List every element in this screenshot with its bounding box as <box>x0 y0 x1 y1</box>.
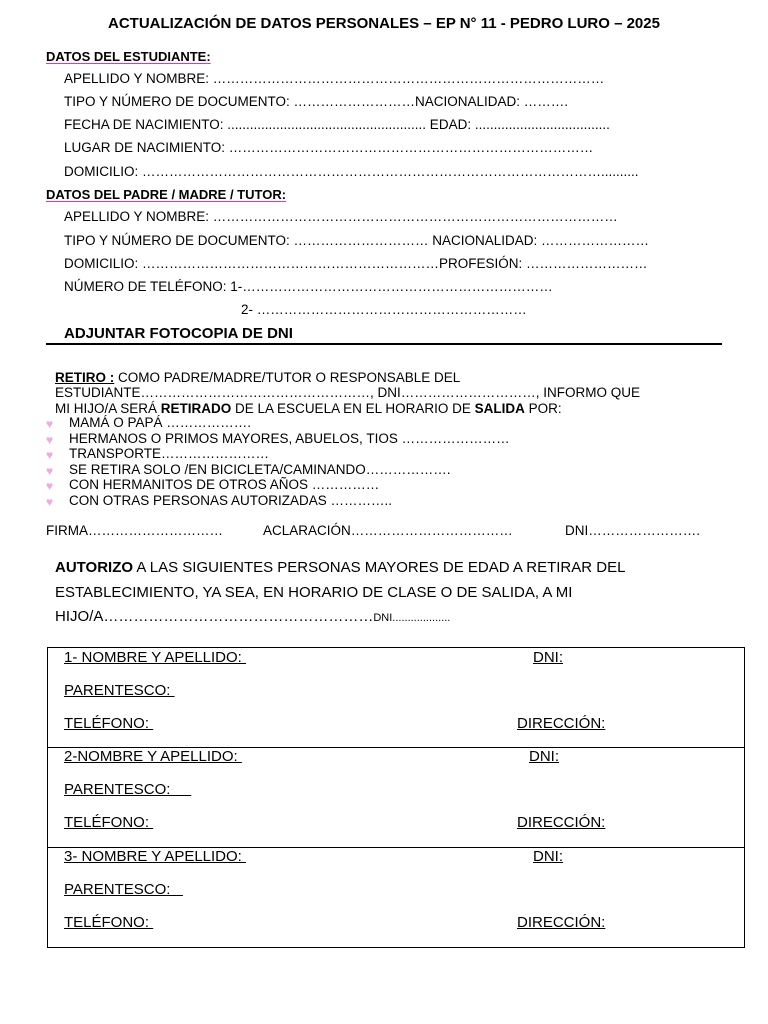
person-phone-field[interactable]: TELÉFONO: <box>64 814 154 831</box>
person-address-field[interactable]: DIRECCIÓN: <box>517 715 606 732</box>
student-section-heading: DATOS DEL ESTUDIANTE: <box>46 49 211 64</box>
autorizo-line-2: ESTABLECIMIENTO, YA SEA, EN HORARIO DE CLASE O DE SALIDA, A MI <box>55 584 573 601</box>
person-dni-field[interactable]: DNI: <box>529 748 559 765</box>
student-address-field[interactable]: DOMICILIO: ………………………………………………………………………………………….......... <box>64 164 639 179</box>
person-address-field[interactable]: DIRECCIÓN: <box>517 914 606 931</box>
parent-phone-1-field[interactable]: NÚMERO DE TELÉFONO: 1-…………………………………………………………… <box>64 279 553 294</box>
heart-bullet-icon: ♥ <box>46 495 54 509</box>
person-name-field[interactable]: 1- NOMBRE Y APELLIDO: <box>64 649 247 666</box>
page-title: ACTUALIZACIÓN DE DATOS PERSONALES – EP N° 11 - PEDRO LURO – 2025 <box>108 15 660 32</box>
person-relationship-field[interactable]: PARENTESCO: <box>64 682 175 699</box>
parent-name-field[interactable]: APELLIDO Y NOMBRE: ……………………………………………………………………………… <box>64 209 618 224</box>
heart-bullet-icon: ♥ <box>46 464 54 478</box>
student-birth-place-field[interactable]: LUGAR DE NACIMIENTO: ……………………………………………………………………… <box>64 140 594 155</box>
heart-bullet-icon: ♥ <box>46 433 54 447</box>
heart-bullet-icon: ♥ <box>46 448 54 462</box>
parent-phone-2-field[interactable]: 2- …………………………………………………… <box>241 302 527 317</box>
person-relationship-field[interactable]: PARENTESCO: <box>64 881 183 898</box>
authorized-person-row <box>48 848 744 947</box>
student-name-field[interactable]: APELLIDO Y NOMBRE: …………………………………………………………………………… <box>64 71 605 86</box>
authorized-person-row <box>48 748 744 848</box>
person-dni-field[interactable]: DNI: <box>533 649 563 666</box>
dni-copy-note: ADJUNTAR FOTOCOPIA DE DNI <box>64 325 293 342</box>
retiro-line-3: MI HIJO/A SERÁ RETIRADO DE LA ESCUELA EN EL HORARIO DE SALIDA POR: <box>55 401 562 416</box>
authorized-persons-table <box>47 647 745 948</box>
parent-section-heading: DATOS DEL PADRE / MADRE / TUTOR: <box>46 187 287 202</box>
person-name-field[interactable]: 2-NOMBRE Y APELLIDO: <box>64 748 242 765</box>
person-address-field[interactable]: DIRECCIÓN: <box>517 814 606 831</box>
autorizo-line-1: AUTORIZO A LAS SIGUIENTES PERSONAS MAYORES DE EDAD A RETIRAR DEL <box>55 559 626 576</box>
person-dni-field[interactable]: DNI: <box>533 848 563 865</box>
person-relationship-field[interactable]: PARENTESCO: <box>64 781 192 798</box>
retiro-line-1: RETIRO : COMO PADRE/MADRE/TUTOR O RESPONSABLE DEL <box>55 370 461 385</box>
authorized-person-row <box>48 648 744 748</box>
signature-field[interactable]: FIRMA………………………… <box>46 523 223 538</box>
parent-address-field[interactable]: DOMICILIO: …………………………………………………………PROFESIÓN: ……………………… <box>64 256 648 271</box>
signature-dni-field[interactable]: DNI……………………. <box>565 523 700 538</box>
heart-bullet-icon: ♥ <box>46 417 54 431</box>
clarification-field[interactable]: ACLARACIÓN……………………………… <box>263 523 513 538</box>
heart-bullet-icon: ♥ <box>46 479 54 493</box>
retiro-option[interactable]: ♥ MAMÁ O PAPÁ ………………. <box>46 415 252 431</box>
retiro-option[interactable]: ♥ HERMANOS O PRIMOS MAYORES, ABUELOS, TIOS …………………… <box>46 431 510 447</box>
student-document-field[interactable]: TIPO Y NÚMERO DE DOCUMENTO: ………………………NACIONALIDAD: ………. <box>64 94 569 109</box>
person-phone-field[interactable]: TELÉFONO: <box>64 914 154 931</box>
retiro-option[interactable]: ♥ CON HERMANITOS DE OTROS AÑOS …………… <box>46 477 380 493</box>
retiro-option[interactable]: ♥ CON OTRAS PERSONAS AUTORIZADAS ………….. <box>46 493 393 509</box>
person-name-field[interactable]: 3- NOMBRE Y APELLIDO: <box>64 848 247 865</box>
student-birth-date-field[interactable]: FECHA DE NACIMIENTO: ..................................................... EDAD: .................................... <box>64 117 610 132</box>
section-divider <box>46 343 722 345</box>
parent-document-field[interactable]: TIPO Y NÚMERO DE DOCUMENTO: ………………………… NACIONALIDAD: …………………… <box>64 233 650 248</box>
person-phone-field[interactable]: TELÉFONO: <box>64 715 154 732</box>
retiro-option[interactable]: ♥ SE RETIRA SOLO /EN BICICLETA/CAMINANDO………………. <box>46 462 451 478</box>
retiro-option[interactable]: ♥ TRANSPORTE…………………… <box>46 446 270 462</box>
retiro-line-2[interactable]: ESTUDIANTE……………………………………………, DNI…………………………, INFORMO QUE <box>55 385 641 400</box>
autorizo-child-field[interactable]: HIJO/A………………………………………………DNI................... <box>55 608 451 625</box>
